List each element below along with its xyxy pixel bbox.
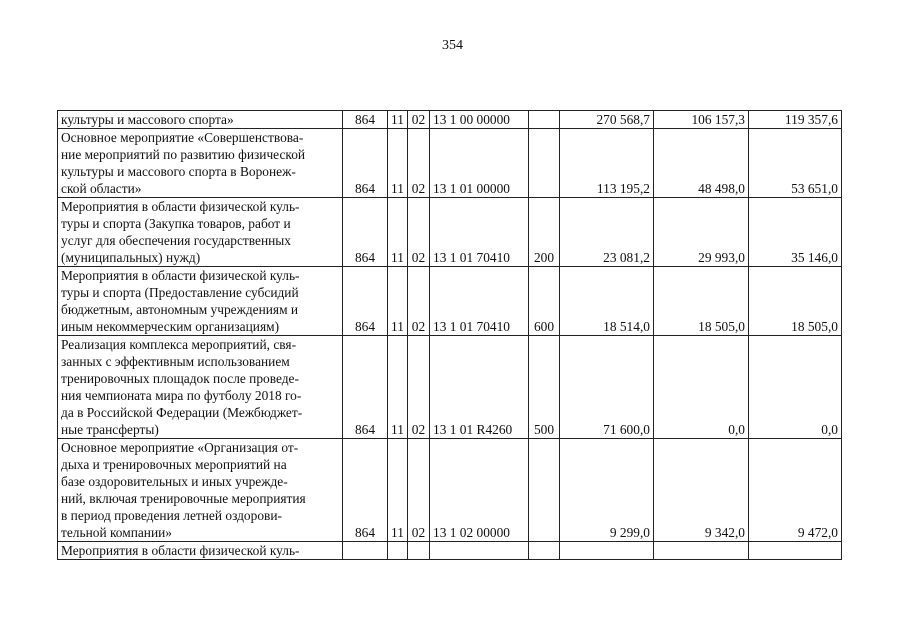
item-name-line: в период проведения летней оздорови- — [61, 508, 282, 523]
grbs-cell — [343, 542, 388, 560]
page-number: 354 — [442, 38, 463, 53]
amount-year3-cell: 9 472,0 — [749, 439, 842, 542]
grbs-cell: 864 — [343, 336, 388, 439]
subsection-cell — [408, 542, 430, 560]
item-name-cell: Мероприятия в области физической куль- — [58, 542, 343, 560]
item-name-line: Основное мероприятие «Совершенствова- — [61, 130, 304, 145]
table-row — [58, 111, 842, 129]
expense-type-cell: 200 — [529, 198, 560, 267]
amount-year1-cell: 18 514,0 — [560, 267, 654, 336]
item-name-cell — [58, 111, 343, 129]
amount-year1-cell — [560, 542, 654, 560]
item-name-line: дыха и тренировочных мероприятий на — [61, 457, 287, 472]
target-article-cell: 13 1 00 00000 — [430, 111, 529, 129]
expense-type-cell — [529, 439, 560, 542]
item-name-cell — [58, 267, 343, 336]
item-name-line: (муниципальных) нужд) — [61, 250, 201, 265]
amount-year2-cell — [654, 542, 749, 560]
grbs-cell: 864 — [343, 267, 388, 336]
amount-year1-cell: 71 600,0 — [560, 336, 654, 439]
amount-year2-cell: 106 157,3 — [654, 111, 749, 129]
item-name-line: ской области» — [61, 181, 142, 196]
grbs-cell: 864 — [343, 439, 388, 542]
section-cell: 11 — [388, 336, 408, 439]
item-name-line: услуг для обеспечения государственных — [61, 233, 291, 248]
amount-year3-cell: 119 357,6 — [749, 111, 842, 129]
item-name-line: Основное мероприятие «Организация от- — [61, 440, 299, 455]
subsection-cell: 02 — [408, 336, 430, 439]
section-cell: 11 — [388, 198, 408, 267]
item-name-line: культуры и массового спорта в Воронеж- — [61, 164, 296, 179]
amount-year2-cell: 48 498,0 — [654, 129, 749, 198]
budget-table — [57, 110, 842, 560]
expense-type-cell — [529, 542, 560, 560]
item-name-line: тельной компании» — [61, 525, 173, 540]
item-name-line: бюджетным, автономным учреждениям и — [61, 302, 299, 317]
section-cell — [388, 542, 408, 560]
subsection-cell: 02 — [408, 267, 430, 336]
subsection-cell: 02 — [408, 129, 430, 198]
subsection-cell: 02 — [408, 111, 430, 129]
section-cell: 11 — [388, 267, 408, 336]
item-name-line: Реализация комплекса мероприятий, свя- — [61, 337, 297, 352]
table-row — [58, 542, 842, 560]
section-cell: 11 — [388, 129, 408, 198]
table-row — [58, 439, 842, 542]
item-name-cell — [58, 439, 343, 542]
amount-year3-cell: 35 146,0 — [749, 198, 842, 267]
target-article-cell: 13 1 01 R4260 — [430, 336, 529, 439]
amount-year3-cell — [749, 542, 842, 560]
amount-year2-cell: 18 505,0 — [654, 267, 749, 336]
item-name-line: культуры и массового спорта» — [61, 112, 234, 127]
target-article-cell: 13 1 02 00000 — [430, 439, 529, 542]
item-name-cell — [58, 129, 343, 198]
item-name-line: да в Российской Федерации (Межбюджет- — [61, 405, 303, 420]
expense-type-cell: 600 — [529, 267, 560, 336]
amount-year1-cell: 270 568,7 — [560, 111, 654, 129]
expense-type-cell: 500 — [529, 336, 560, 439]
item-name-line: Мероприятия в области физической куль- — [61, 268, 300, 283]
amount-year2-cell: 29 993,0 — [654, 198, 749, 267]
item-name-cell — [58, 336, 343, 439]
expense-type-cell — [529, 129, 560, 198]
subsection-cell: 02 — [408, 198, 430, 267]
grbs-cell: 864 — [343, 111, 388, 129]
section-cell: 11 — [388, 111, 408, 129]
item-name-line: базе оздоровительных и иных учрежде- — [61, 474, 288, 489]
target-article-cell: 13 1 01 70410 — [430, 267, 529, 336]
target-article-cell — [430, 542, 529, 560]
item-name-line: Мероприятия в области физической куль- — [61, 199, 300, 214]
table-body — [58, 111, 842, 560]
amount-year1-cell: 113 195,2 — [560, 129, 654, 198]
table-row — [58, 267, 842, 336]
amount-year3-cell: 0,0 — [749, 336, 842, 439]
item-name-line: ние мероприятий по развитию физической — [61, 147, 306, 162]
grbs-cell: 864 — [343, 129, 388, 198]
target-article-cell: 13 1 01 00000 — [430, 129, 529, 198]
item-name-line: туры и спорта (Предоставление субсидий — [61, 285, 299, 300]
item-name-line: занных с эффективным использованием — [61, 354, 290, 369]
amount-year1-cell: 9 299,0 — [560, 439, 654, 542]
table-row — [58, 198, 842, 267]
item-name-line: тренировочных площадок после проведе- — [61, 371, 299, 386]
item-name-line: ные трансферты) — [61, 422, 159, 437]
amount-year3-cell: 18 505,0 — [749, 267, 842, 336]
table-row — [58, 129, 842, 198]
item-name-line: туры и спорта (Закупка товаров, работ и — [61, 216, 291, 231]
table-row — [58, 336, 842, 439]
expense-type-cell — [529, 111, 560, 129]
amount-year1-cell: 23 081,2 — [560, 198, 654, 267]
item-name-cell — [58, 198, 343, 267]
amount-year2-cell: 9 342,0 — [654, 439, 749, 542]
target-article-cell: 13 1 01 70410 — [430, 198, 529, 267]
item-name-line: ний, включая тренировочные мероприятия — [61, 491, 306, 506]
section-cell: 11 — [388, 439, 408, 542]
item-name-line: ния чемпионата мира по футболу 2018 го- — [61, 388, 302, 403]
subsection-cell: 02 — [408, 439, 430, 542]
amount-year2-cell: 0,0 — [654, 336, 749, 439]
grbs-cell: 864 — [343, 198, 388, 267]
amount-year3-cell: 53 651,0 — [749, 129, 842, 198]
item-name-line: иным некоммерческим организациям) — [61, 319, 280, 334]
